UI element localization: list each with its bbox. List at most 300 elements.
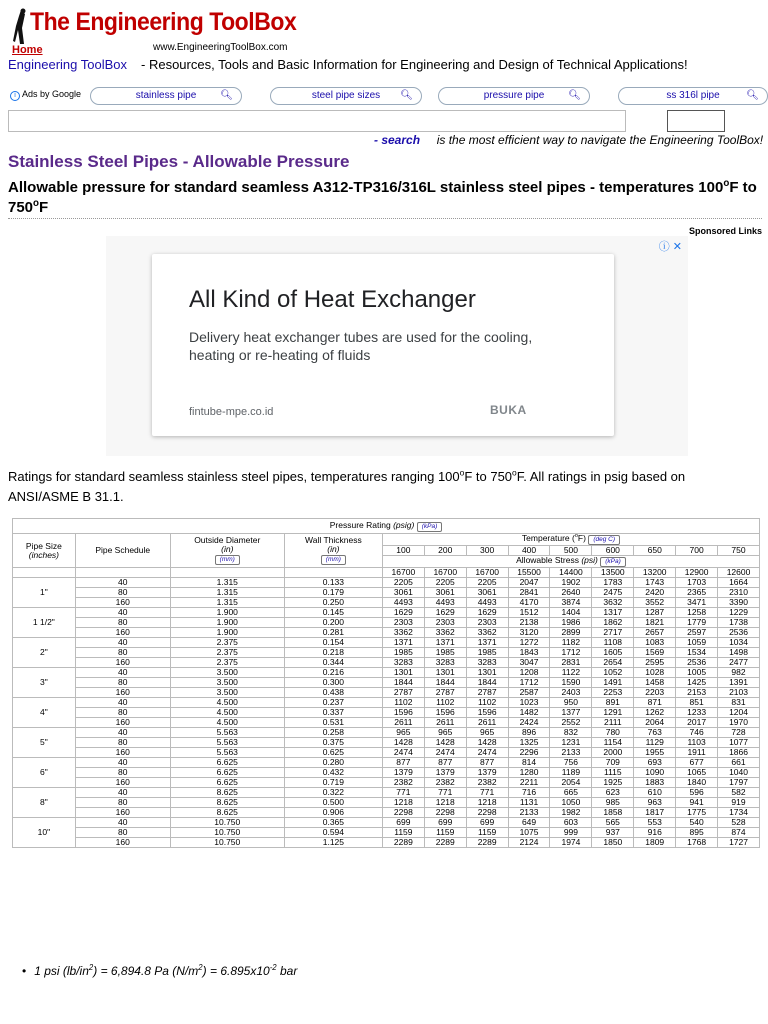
pipe-size-cell: 10" bbox=[13, 818, 76, 848]
pressure-cell: 4170 bbox=[508, 598, 550, 608]
pressure-cell: 2303 bbox=[382, 618, 424, 628]
pressure-cell: 2298 bbox=[424, 808, 466, 818]
pressure-cell: 1231 bbox=[550, 738, 592, 748]
note-part: ) = 6.895x10 bbox=[202, 964, 270, 978]
schedule-cell: 40 bbox=[75, 788, 170, 798]
pressure-cell: 2298 bbox=[466, 808, 508, 818]
pressure-cell: 965 bbox=[466, 728, 508, 738]
pressure-cell: 553 bbox=[634, 818, 676, 828]
pressure-cell: 1605 bbox=[592, 648, 634, 658]
search-hint bbox=[374, 133, 763, 147]
pressure-cell: 780 bbox=[592, 728, 634, 738]
pressure-cell: 3552 bbox=[634, 598, 676, 608]
search-icon: 🔍︎ bbox=[400, 90, 413, 101]
intro-part: Ratings for standard seamless stainless steel pipes, temperatures ranging 100 bbox=[8, 469, 460, 484]
schedule-cell: 80 bbox=[75, 588, 170, 598]
pressure-cell: 1065 bbox=[676, 768, 718, 778]
pressure-cell: 1738 bbox=[718, 618, 760, 628]
pressure-cell: 1377 bbox=[550, 708, 592, 718]
table-row bbox=[13, 818, 760, 828]
schedule-cell: 80 bbox=[75, 648, 170, 658]
search-hint-text: is the most efficient way to navigate the Engineering ToolBox! bbox=[436, 133, 764, 147]
ads-by-google[interactable] bbox=[10, 89, 81, 101]
pressure-cell: 1218 bbox=[424, 798, 466, 808]
pressure-cell: 1023 bbox=[508, 698, 550, 708]
schedule-cell: 80 bbox=[75, 738, 170, 748]
pressure-cell: 1844 bbox=[466, 678, 508, 688]
header-unit: (in) bbox=[221, 544, 234, 554]
table-row bbox=[13, 678, 760, 688]
pressure-cell: 1108 bbox=[592, 638, 634, 648]
pressure-cell: 1712 bbox=[508, 678, 550, 688]
table-row bbox=[13, 638, 760, 648]
pressure-cell: 3362 bbox=[466, 628, 508, 638]
stress-cell: 12900 bbox=[676, 568, 718, 578]
schedule-cell: 80 bbox=[75, 768, 170, 778]
pressure-cell: 1204 bbox=[718, 708, 760, 718]
pressure-cell: 565 bbox=[592, 818, 634, 828]
schedule-cell: 160 bbox=[75, 598, 170, 608]
ad-pill-ss-316l-pipe[interactable] bbox=[618, 87, 768, 105]
tagline bbox=[8, 57, 688, 72]
wall-cell: 0.531 bbox=[284, 718, 382, 728]
note-sup: -2 bbox=[269, 963, 277, 972]
pressure-cell: 2205 bbox=[466, 578, 508, 588]
pressure-cell: 771 bbox=[424, 788, 466, 798]
pressure-cell: 941 bbox=[676, 798, 718, 808]
pressure-cell: 3047 bbox=[508, 658, 550, 668]
header-pipe-size bbox=[13, 534, 76, 568]
pressure-cell: 1301 bbox=[466, 668, 508, 678]
table-row bbox=[13, 788, 760, 798]
pressure-cell: 746 bbox=[676, 728, 718, 738]
pipe-size-cell: 1 1/2" bbox=[13, 608, 76, 638]
pressure-cell: 1090 bbox=[634, 768, 676, 778]
table-row bbox=[13, 798, 760, 808]
ad-pill-label: pressure pipe bbox=[483, 90, 545, 101]
pressure-cell: 2403 bbox=[550, 688, 592, 698]
pressure-cell: 874 bbox=[718, 828, 760, 838]
pressure-cell: 851 bbox=[676, 698, 718, 708]
unit-toggle-button[interactable]: (kPa) bbox=[417, 522, 443, 532]
table-row bbox=[13, 658, 760, 668]
pressure-cell: 2064 bbox=[634, 718, 676, 728]
pressure-cell: 982 bbox=[718, 668, 760, 678]
site-logo[interactable] bbox=[8, 6, 297, 56]
pressure-cell: 1262 bbox=[634, 708, 676, 718]
ad-card[interactable] bbox=[152, 254, 614, 436]
wall-cell: 0.179 bbox=[284, 588, 382, 598]
sponsored-links-label: Sponsored Links bbox=[688, 226, 762, 236]
pressure-cell: 877 bbox=[466, 758, 508, 768]
search-link[interactable]: - search bbox=[374, 133, 421, 147]
od-cell: 10.750 bbox=[170, 838, 284, 848]
info-icon: i bbox=[10, 91, 20, 101]
pressure-cell: 2899 bbox=[550, 628, 592, 638]
pressure-cell: 1317 bbox=[592, 608, 634, 618]
site-link[interactable]: Engineering ToolBox bbox=[8, 57, 128, 72]
pressure-cell: 665 bbox=[550, 788, 592, 798]
pressure-cell: 2474 bbox=[466, 748, 508, 758]
pressure-cell: 1783 bbox=[592, 578, 634, 588]
pressure-cell: 1034 bbox=[718, 638, 760, 648]
pressure-cell: 1862 bbox=[592, 618, 634, 628]
pressure-cell: 2552 bbox=[550, 718, 592, 728]
pressure-cell: 937 bbox=[592, 828, 634, 838]
pressure-cell: 3390 bbox=[718, 598, 760, 608]
table-row bbox=[13, 718, 760, 728]
header-outside-diameter bbox=[170, 534, 284, 568]
pressure-cell: 1858 bbox=[592, 808, 634, 818]
pressure-cell: 1970 bbox=[718, 718, 760, 728]
subtitle-part: F to 750 bbox=[8, 179, 757, 216]
pressure-cell: 582 bbox=[718, 788, 760, 798]
pressure-cell: 603 bbox=[550, 818, 592, 828]
temperature-cell: 100 bbox=[382, 546, 424, 556]
pressure-cell: 1233 bbox=[676, 708, 718, 718]
od-cell: 3.500 bbox=[170, 678, 284, 688]
subtitle-part: Allowable pressure for standard seamless A312-TP316/316L stainless steel pipes - temperatures 100 bbox=[8, 179, 724, 196]
pressure-cell: 2717 bbox=[592, 628, 634, 638]
pressure-cell: 2536 bbox=[718, 628, 760, 638]
pressure-cell: 1664 bbox=[718, 578, 760, 588]
pressure-cell: 2047 bbox=[508, 578, 550, 588]
wall-cell: 0.719 bbox=[284, 778, 382, 788]
pressure-cell: 1428 bbox=[424, 738, 466, 748]
pressure-cell: 1821 bbox=[634, 618, 676, 628]
od-cell: 5.563 bbox=[170, 748, 284, 758]
wall-cell: 0.625 bbox=[284, 748, 382, 758]
pressure-cell: 963 bbox=[634, 798, 676, 808]
pressure-cell: 1743 bbox=[634, 578, 676, 588]
pressure-cell: 2474 bbox=[382, 748, 424, 758]
table-row bbox=[13, 628, 760, 638]
pressure-cell: 699 bbox=[424, 818, 466, 828]
pressure-cell: 763 bbox=[634, 728, 676, 738]
pressure-cell: 891 bbox=[592, 698, 634, 708]
od-cell: 1.315 bbox=[170, 598, 284, 608]
pressure-cell: 1629 bbox=[424, 608, 466, 618]
pressure-cell: 1797 bbox=[718, 778, 760, 788]
od-cell: 10.750 bbox=[170, 818, 284, 828]
pressure-cell: 2203 bbox=[634, 688, 676, 698]
table-row bbox=[13, 578, 760, 588]
pressure-cell: 3283 bbox=[382, 658, 424, 668]
header-unit: F) bbox=[577, 533, 586, 543]
search-input[interactable] bbox=[8, 110, 626, 132]
od-cell: 4.500 bbox=[170, 718, 284, 728]
pressure-cell: 716 bbox=[508, 788, 550, 798]
pressure-cell: 1534 bbox=[676, 648, 718, 658]
table-row bbox=[13, 668, 760, 678]
pressure-cell: 2611 bbox=[382, 718, 424, 728]
pressure-cell: 1159 bbox=[466, 828, 508, 838]
ad-open-button[interactable]: BUKA bbox=[490, 403, 527, 417]
schedule-cell: 160 bbox=[75, 778, 170, 788]
pressure-cell: 2138 bbox=[508, 618, 550, 628]
pressure-cell: 2424 bbox=[508, 718, 550, 728]
search-button[interactable] bbox=[667, 110, 725, 132]
pressure-cell: 2477 bbox=[718, 658, 760, 668]
degree-sup: o bbox=[723, 178, 730, 189]
ads-bar bbox=[8, 87, 768, 105]
pressure-cell: 1083 bbox=[634, 638, 676, 648]
schedule-cell: 40 bbox=[75, 728, 170, 738]
tagline-text: - Resources, Tools and Basic Information for Engineering and Design of Technical Applications! bbox=[141, 57, 688, 72]
wall-cell: 0.438 bbox=[284, 688, 382, 698]
pressure-cell: 2657 bbox=[634, 628, 676, 638]
pressure-cell: 877 bbox=[382, 758, 424, 768]
pressure-cell: 1569 bbox=[634, 648, 676, 658]
pressure-cell: 1482 bbox=[508, 708, 550, 718]
pressure-cell: 1596 bbox=[466, 708, 508, 718]
wall-cell: 0.154 bbox=[284, 638, 382, 648]
pressure-cell: 1301 bbox=[382, 668, 424, 678]
header-allowable-stress bbox=[382, 556, 759, 568]
table-caption bbox=[13, 519, 760, 534]
pressure-cell: 1768 bbox=[676, 838, 718, 848]
pressure-cell: 1050 bbox=[550, 798, 592, 808]
pressure-cell: 1291 bbox=[592, 708, 634, 718]
temperature-cell: 750 bbox=[718, 546, 760, 556]
pressure-cell: 1850 bbox=[592, 838, 634, 848]
pressure-cell: 3120 bbox=[508, 628, 550, 638]
pressure-cell: 1379 bbox=[466, 768, 508, 778]
unit-toggle-button[interactable]: (mm) bbox=[321, 555, 346, 565]
stress-cell: 16700 bbox=[382, 568, 424, 578]
header-unit: ( bbox=[572, 533, 575, 543]
pressure-cell: 1596 bbox=[382, 708, 424, 718]
pressure-cell: 2103 bbox=[718, 688, 760, 698]
pressure-cell: 2000 bbox=[592, 748, 634, 758]
pressure-cell: 3874 bbox=[550, 598, 592, 608]
pressure-cell: 1779 bbox=[676, 618, 718, 628]
wall-cell: 0.216 bbox=[284, 668, 382, 678]
schedule-cell: 80 bbox=[75, 678, 170, 688]
wall-cell: 0.258 bbox=[284, 728, 382, 738]
od-cell: 5.563 bbox=[170, 738, 284, 748]
pressure-cell: 2831 bbox=[550, 658, 592, 668]
table-row bbox=[13, 778, 760, 788]
pressure-cell: 1809 bbox=[634, 838, 676, 848]
od-cell: 2.375 bbox=[170, 648, 284, 658]
ad-pill-label: steel pipe sizes bbox=[311, 90, 381, 101]
caption-text: Pressure Rating bbox=[329, 519, 391, 530]
wall-cell: 0.500 bbox=[284, 798, 382, 808]
pressure-cell: 832 bbox=[550, 728, 592, 738]
od-cell: 6.625 bbox=[170, 778, 284, 788]
pressure-cell: 1122 bbox=[550, 668, 592, 678]
table-row bbox=[13, 618, 760, 628]
note-part: bar bbox=[276, 964, 298, 978]
pressure-cell: 1974 bbox=[550, 838, 592, 848]
intro-paragraph bbox=[8, 467, 753, 507]
pressure-cell: 1498 bbox=[718, 648, 760, 658]
pressure-cell: 728 bbox=[718, 728, 760, 738]
od-cell: 1.900 bbox=[170, 618, 284, 628]
unit-toggle-button[interactable]: (mm) bbox=[215, 555, 240, 565]
pressure-cell: 1425 bbox=[676, 678, 718, 688]
temperature-cell: 200 bbox=[424, 546, 466, 556]
ad-choices-icon[interactable]: ⓘ ✕ bbox=[658, 241, 682, 253]
pressure-cell: 2595 bbox=[634, 658, 676, 668]
pressure-cell: 965 bbox=[424, 728, 466, 738]
unit-toggle-button[interactable]: (kPa) bbox=[600, 557, 626, 567]
pressure-cell: 985 bbox=[592, 798, 634, 808]
pressure-cell: 2640 bbox=[550, 588, 592, 598]
pressure-cell: 699 bbox=[382, 818, 424, 828]
note-part: 1 psi (lb/in bbox=[34, 964, 89, 978]
pressure-cell: 1428 bbox=[382, 738, 424, 748]
search-icon: 🔍︎ bbox=[746, 90, 759, 101]
pipe-size-cell: 2" bbox=[13, 638, 76, 668]
pressure-cell: 610 bbox=[634, 788, 676, 798]
pressure-cell: 2587 bbox=[508, 688, 550, 698]
pressure-cell: 661 bbox=[718, 758, 760, 768]
pressure-cell: 1985 bbox=[382, 648, 424, 658]
wall-cell: 0.344 bbox=[284, 658, 382, 668]
schedule-cell: 160 bbox=[75, 808, 170, 818]
pressure-cell: 771 bbox=[382, 788, 424, 798]
header-label: Allowable Stress bbox=[516, 555, 579, 565]
empty-cell bbox=[13, 568, 76, 578]
ad-pill-pressure-pipe[interactable] bbox=[438, 87, 590, 105]
od-cell: 5.563 bbox=[170, 728, 284, 738]
pressure-cell: 1955 bbox=[634, 748, 676, 758]
header-label: Outside Diameter bbox=[194, 535, 261, 545]
pressure-cell: 1902 bbox=[550, 578, 592, 588]
pressure-cell: 2289 bbox=[466, 838, 508, 848]
pressure-cell: 2124 bbox=[508, 838, 550, 848]
pressure-cell: 1734 bbox=[718, 808, 760, 818]
schedule-cell: 80 bbox=[75, 828, 170, 838]
pressure-cell: 693 bbox=[634, 758, 676, 768]
pipe-size-cell: 5" bbox=[13, 728, 76, 758]
pressure-cell: 2289 bbox=[382, 838, 424, 848]
pressure-cell: 1325 bbox=[508, 738, 550, 748]
pressure-cell: 831 bbox=[718, 698, 760, 708]
pressure-cell: 1371 bbox=[382, 638, 424, 648]
intro-part: F. All ratings in psig based on ANSI/ASME B 31.1. bbox=[8, 469, 686, 504]
table-row bbox=[13, 748, 760, 758]
wall-cell: 0.281 bbox=[284, 628, 382, 638]
schedule-cell: 40 bbox=[75, 608, 170, 618]
table-caption-row bbox=[13, 519, 760, 534]
pressure-cell: 1428 bbox=[466, 738, 508, 748]
od-cell: 2.375 bbox=[170, 638, 284, 648]
pressure-cell: 1040 bbox=[718, 768, 760, 778]
pressure-cell: 1258 bbox=[676, 608, 718, 618]
header-label: Temperature bbox=[521, 533, 570, 543]
ad-title[interactable]: All Kind of Heat Exchanger bbox=[189, 286, 476, 313]
pressure-cell: 771 bbox=[466, 788, 508, 798]
site-url: www.EngineeringToolBox.com bbox=[153, 42, 288, 53]
pressure-cell: 2597 bbox=[676, 628, 718, 638]
ad-pill-steel-pipe-sizes[interactable] bbox=[270, 87, 422, 105]
note-sup: 2 bbox=[88, 963, 94, 972]
pressure-cell: 1301 bbox=[424, 668, 466, 678]
table-row bbox=[13, 688, 760, 698]
wall-cell: 0.250 bbox=[284, 598, 382, 608]
pressure-cell: 1775 bbox=[676, 808, 718, 818]
pressure-cell: 528 bbox=[718, 818, 760, 828]
wall-cell: 0.375 bbox=[284, 738, 382, 748]
pressure-cell: 4493 bbox=[382, 598, 424, 608]
table-row bbox=[13, 598, 760, 608]
pressure-cell: 1052 bbox=[592, 668, 634, 678]
pressure-cell: 895 bbox=[676, 828, 718, 838]
wall-cell: 0.145 bbox=[284, 608, 382, 618]
schedule-cell: 160 bbox=[75, 748, 170, 758]
od-cell: 8.625 bbox=[170, 798, 284, 808]
search-icon: 🔍︎ bbox=[568, 90, 581, 101]
ad-pill-stainless-pipe[interactable] bbox=[90, 87, 242, 105]
pressure-cell: 1287 bbox=[634, 608, 676, 618]
schedule-cell: 80 bbox=[75, 798, 170, 808]
pressure-cell: 1005 bbox=[676, 668, 718, 678]
pressure-cell: 2382 bbox=[382, 778, 424, 788]
schedule-cell: 160 bbox=[75, 658, 170, 668]
logo-title: The Engineering ToolBox bbox=[30, 8, 297, 36]
pressure-cell: 965 bbox=[382, 728, 424, 738]
pressure-cell: 1229 bbox=[718, 608, 760, 618]
pressure-cell: 877 bbox=[424, 758, 466, 768]
schedule-cell: 40 bbox=[75, 578, 170, 588]
table-row bbox=[13, 738, 760, 748]
pressure-cell: 814 bbox=[508, 758, 550, 768]
pressure-cell: 540 bbox=[676, 818, 718, 828]
schedule-cell: 160 bbox=[75, 688, 170, 698]
home-link[interactable]: Home bbox=[12, 44, 43, 56]
pressure-cell: 1218 bbox=[466, 798, 508, 808]
od-cell: 2.375 bbox=[170, 658, 284, 668]
pressure-cell: 3632 bbox=[592, 598, 634, 608]
pressure-cell: 4493 bbox=[466, 598, 508, 608]
conversion-note bbox=[22, 964, 297, 978]
pressure-cell: 1925 bbox=[592, 778, 634, 788]
temperature-cell: 700 bbox=[676, 546, 718, 556]
degree-sup: o bbox=[574, 533, 578, 540]
unit-toggle-button[interactable]: (deg C) bbox=[588, 535, 620, 545]
pressure-cell: 3283 bbox=[466, 658, 508, 668]
pressure-cell: 1379 bbox=[424, 768, 466, 778]
pressure-cell: 2111 bbox=[592, 718, 634, 728]
schedule-cell: 80 bbox=[75, 618, 170, 628]
pressure-cell: 1129 bbox=[634, 738, 676, 748]
od-cell: 3.500 bbox=[170, 688, 284, 698]
od-cell: 4.500 bbox=[170, 698, 284, 708]
od-cell: 10.750 bbox=[170, 828, 284, 838]
pressure-cell: 677 bbox=[676, 758, 718, 768]
od-cell: 1.900 bbox=[170, 608, 284, 618]
pressure-cell: 1491 bbox=[592, 678, 634, 688]
pressure-cell: 2787 bbox=[466, 688, 508, 698]
pressure-cell: 1182 bbox=[550, 638, 592, 648]
schedule-cell: 40 bbox=[75, 818, 170, 828]
degree-sup: o bbox=[33, 198, 39, 209]
pressure-cell: 3471 bbox=[676, 598, 718, 608]
pressure-cell: 1059 bbox=[676, 638, 718, 648]
pressure-cell: 2475 bbox=[592, 588, 634, 598]
pressure-cell: 1280 bbox=[508, 768, 550, 778]
pressure-cell: 2017 bbox=[676, 718, 718, 728]
ads-by-google-label: Ads by Google bbox=[22, 89, 82, 99]
pressure-cell: 1208 bbox=[508, 668, 550, 678]
ad-pill-label: ss 316l pipe bbox=[666, 90, 720, 101]
pressure-cell: 2787 bbox=[382, 688, 424, 698]
schedule-cell: 160 bbox=[75, 718, 170, 728]
pressure-cell: 4493 bbox=[424, 598, 466, 608]
